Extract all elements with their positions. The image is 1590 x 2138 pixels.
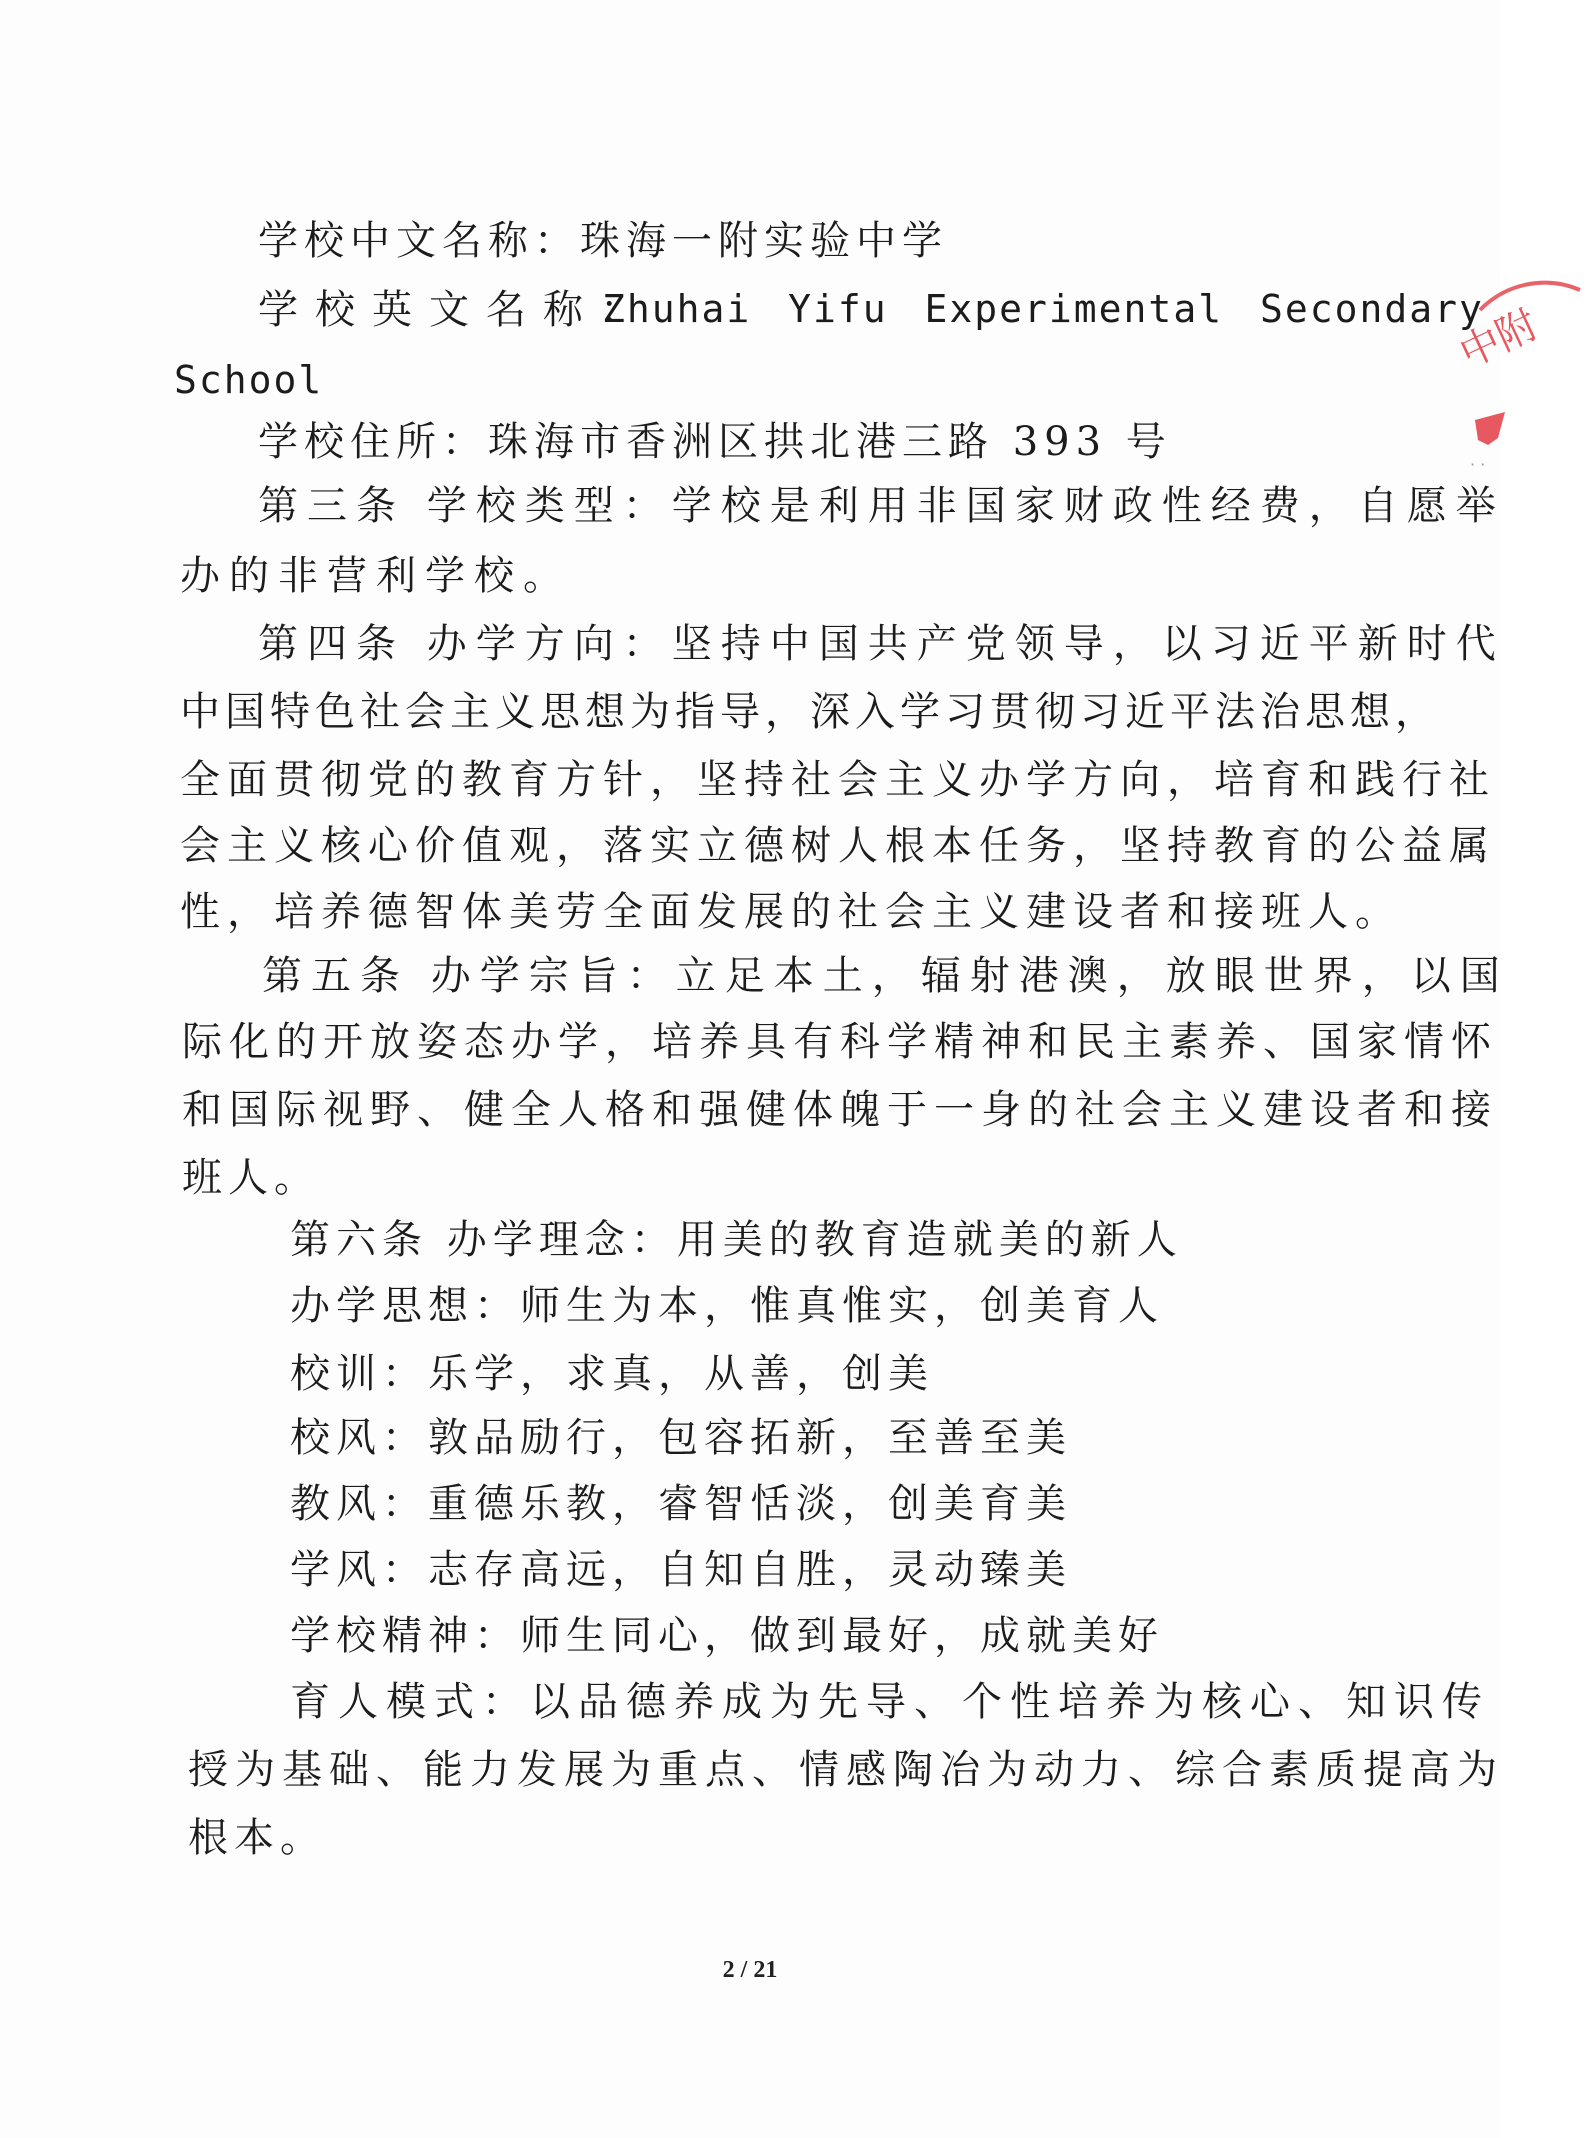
education-model-line-3: 根本。 bbox=[188, 1815, 326, 1861]
article-6-philosophy: 第六条 办学理念：用美的教育造就美的新人 bbox=[290, 1217, 1183, 1263]
learning-style: 学风：志存高远，自知自胜，灵动臻美 bbox=[290, 1547, 1072, 1593]
article-4-line-1: 第四条 办学方向：坚持中国共产党领导，以习近平新时代 bbox=[258, 621, 1505, 667]
svg-text:中附: 中附 bbox=[1452, 301, 1545, 378]
svg-text:· ·: · · bbox=[1470, 455, 1486, 474]
school-english-name-cont: School bbox=[174, 358, 324, 402]
article-4-line-4: 会主义核心价值观，落实立德树人根本任务，坚持教育的公益属 bbox=[180, 823, 1496, 869]
education-model-line-2: 授为基础、能力发展为重点、情感陶冶为动力、综合素质提高为 bbox=[188, 1747, 1504, 1793]
article-3-line-1: 第三条 学校类型：学校是利用非国家财政性经费，自愿举 bbox=[258, 483, 1505, 529]
article-4-line-5: 性，培养德智体美劳全面发展的社会主义建设者和接班人。 bbox=[180, 889, 1402, 935]
article-5-line-3: 和国际视野、健全人格和强健体魄于一身的社会主义建设者和接 bbox=[182, 1087, 1498, 1133]
article-5-line-1: 第五条 办学宗旨：立足本土，辐射港澳，放眼世界，以国 bbox=[262, 953, 1509, 999]
article-3-line-2: 办的非营利学校。 bbox=[180, 553, 572, 599]
article-4-line-2: 中国特色社会主义思想为指导，深入学习贯彻习近平法治思想， bbox=[180, 689, 1440, 735]
school-chinese-name: 学校中文名称：珠海一附实验中学 bbox=[258, 218, 948, 264]
school-address: 学校住所：珠海市香洲区拱北港三路 393 号 bbox=[258, 419, 1172, 465]
teaching-style: 教风：重德乐教，睿智恬淡，创美育美 bbox=[290, 1481, 1072, 1527]
education-model-line-1: 育人模式：以品德养成为先导、个性培养为核心、知识传 bbox=[290, 1679, 1490, 1725]
school-motto: 校训：乐学，求真，从善，创美 bbox=[290, 1351, 934, 1397]
school-spirit: 学校精神：师生同心，做到最好，成就美好 bbox=[290, 1613, 1164, 1659]
school-ethos: 校风：敦品励行，包容拓新，至善至美 bbox=[290, 1415, 1072, 1461]
article-5-line-4: 班人。 bbox=[182, 1155, 320, 1201]
school-thought: 办学思想：师生为本，惟真惟实，创美育人 bbox=[290, 1283, 1164, 1329]
school-english-name: Zhuhai Yifu Experimental Secondary bbox=[602, 287, 1484, 331]
page-number: 2 / 21 bbox=[722, 1957, 778, 1983]
article-4-line-3: 全面贯彻党的教育方针，坚持社会主义办学方向，培育和践行社 bbox=[180, 757, 1496, 803]
red-seal-stamp bbox=[1430, 280, 1590, 480]
school-english-name-label: 学校英文名称： bbox=[258, 287, 657, 333]
article-5-line-2: 际化的开放姿态办学，培养具有科学精神和民主素养、国家情怀 bbox=[182, 1019, 1498, 1065]
